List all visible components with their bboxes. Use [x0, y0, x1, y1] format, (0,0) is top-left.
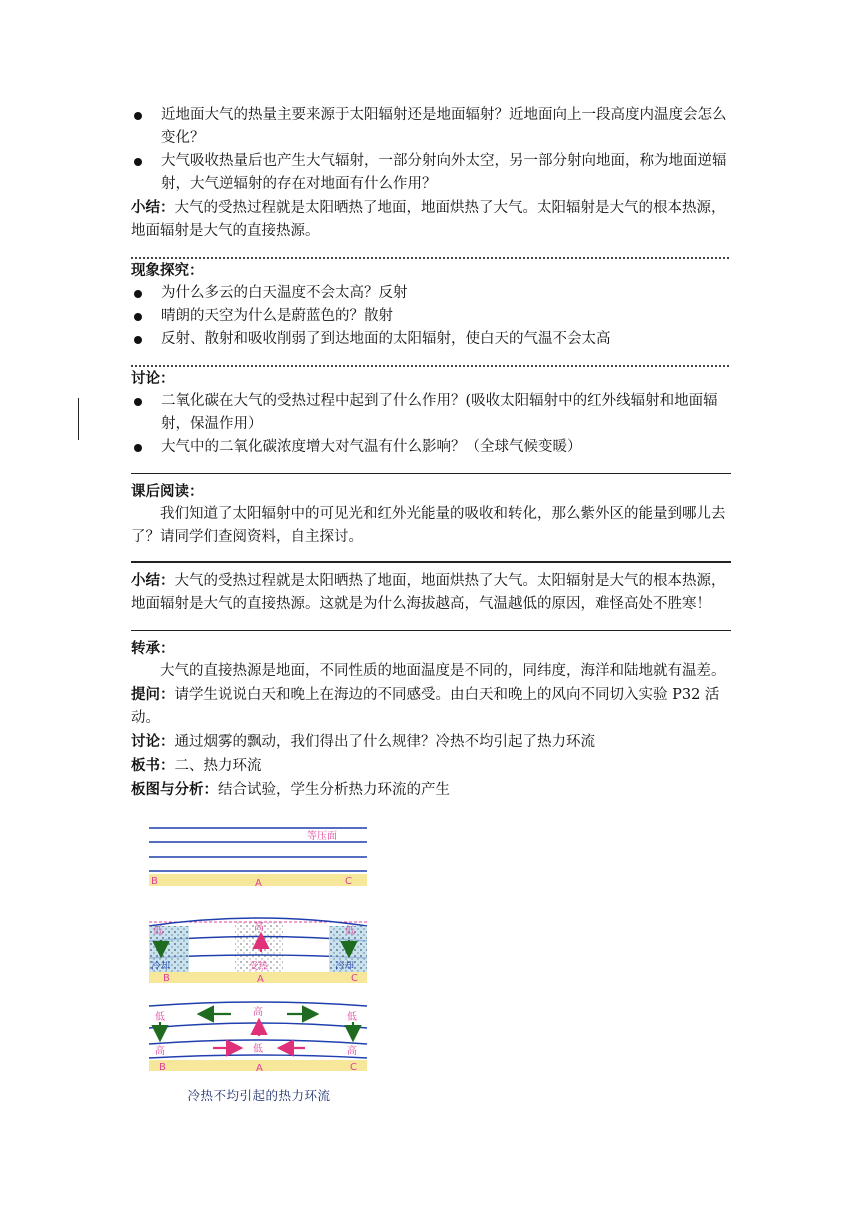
- heating-label: 受热: [249, 961, 269, 972]
- question-text: 请学生说说白天和晚上在海边的不同感受。由白天和晚上的风向不同切入实验 P32 活动。: [131, 687, 720, 726]
- reading-title: 课后阅读：: [131, 483, 204, 500]
- discussion-item: 大气中的二氧化碳浓度增大对气温有什么影响？（全球气候变暖）: [131, 436, 731, 459]
- low-label: 低: [253, 1044, 263, 1055]
- isobar-label: 等压面: [307, 831, 337, 842]
- section-rule: [131, 561, 731, 563]
- dotted-separator: [131, 355, 729, 367]
- panel-heating: [149, 918, 367, 985]
- question-label: 提问：: [131, 686, 175, 703]
- low-label: 低: [345, 926, 355, 937]
- section-rule: [131, 630, 731, 631]
- high-label: 高: [254, 922, 264, 933]
- question-item: 近地面大气的热量主要来源于太阳辐射还是地面辐射？近地面向上一段高度内温度会怎么变化？: [131, 104, 731, 150]
- panel-circulation: [149, 1002, 367, 1074]
- point-c-label: C: [345, 876, 352, 887]
- cooling-label: 冷却: [151, 961, 171, 972]
- question-item: 大气吸收热量后也产生大气辐射，一部分射向外太空，另一部分射向地面，称为地面逆辐射，大气逆辐射的存在对地面有什么作用？: [131, 150, 731, 196]
- explore-title: 现象探究：: [131, 262, 204, 279]
- summary-text: 大气的受热过程就是太阳晒热了地面，地面烘热了大气。太阳辐射是大气的根本热源，地面辐射是大气的直接热源。这就是为什么海拔越高，气温越低的原因，难怪高处不胜寒！: [131, 573, 726, 612]
- high-label: 高: [253, 1007, 263, 1018]
- summary-label: 小结：: [131, 572, 175, 589]
- board-paragraph: [131, 754, 731, 778]
- explore-item: 反射、散射和吸收削弱了到达地面的太阳辐射，使白天的气温不会太高: [131, 328, 731, 351]
- margin-change-bar: [78, 398, 79, 440]
- low-label: 低: [155, 1012, 165, 1023]
- reading-text: 我们知道了太阳辐射中的可见光和红外光能量的吸收和转化，那么紫外区的能量到哪儿去了？请同学们查阅资料，自主探讨。: [131, 506, 726, 545]
- discussion-paragraph: [131, 730, 731, 754]
- board-text: 二、热力环流: [174, 758, 262, 774]
- board-label: 板书：: [131, 757, 175, 774]
- diagram-text: 结合试验，学生分析热力环流的产生: [218, 782, 450, 798]
- figure-caption: 冷热不均引起的热力环流: [187, 1088, 331, 1103]
- point-b-label: B: [151, 876, 158, 887]
- discussion-text: 通过烟雾的飘动，我们得出了什么规律？冷热不均引起了热力环流: [174, 734, 595, 750]
- explore-item: 为什么多云的白天温度不会太高？反射: [131, 282, 731, 305]
- cooling-label: 冷却: [335, 961, 355, 972]
- discussion-label: 讨论：: [131, 733, 175, 750]
- point-c-label: C: [350, 1062, 357, 1073]
- point-a-label: A: [256, 1063, 263, 1074]
- point-b-label: B: [159, 1062, 166, 1073]
- question-paragraph: [131, 683, 731, 730]
- explore-item: 晴朗的天空为什么是蔚蓝色的？散射: [131, 305, 731, 328]
- diagram-label: 板图与分析：: [131, 781, 218, 798]
- dotted-separator: [131, 247, 729, 259]
- point-a-label: A: [255, 878, 262, 889]
- summary-paragraph: [131, 569, 731, 616]
- transition-title: 转承：: [131, 640, 175, 657]
- diagram-paragraph: [131, 778, 731, 802]
- summary-label: 小结：: [131, 199, 175, 216]
- transition-text: 大气的直接热源是地面，不同性质的地面温度是不同的，同纬度，海洋和陆地就有温差。: [160, 663, 726, 679]
- thermal-circulation-diagram: [143, 822, 375, 1082]
- panel-uniform: [149, 828, 367, 889]
- lesson-content: [131, 104, 731, 802]
- summary-text: 大气的受热过程就是太阳晒热了地面，地面烘热了大气。太阳辐射是大气的根本热源，地面辐射是大气的直接热源。: [131, 200, 726, 239]
- discussion-title: 讨论：: [131, 370, 175, 387]
- point-c-label: C: [351, 973, 358, 984]
- high-label: 高: [347, 1046, 357, 1057]
- section-rule: [131, 473, 731, 474]
- thermal-circulation-figure: [143, 822, 375, 1112]
- high-label: 高: [155, 1046, 165, 1057]
- point-b-label: B: [163, 973, 170, 984]
- point-a-label: A: [257, 974, 264, 985]
- low-label: 低: [347, 1012, 357, 1023]
- low-label: 低: [153, 926, 163, 937]
- discussion-item: 二氧化碳在大气的受热过程中起到了什么作用？(吸收太阳辐射中的红外线辐射和地面辐射，保温作用）: [131, 390, 731, 436]
- summary-paragraph: [131, 196, 731, 243]
